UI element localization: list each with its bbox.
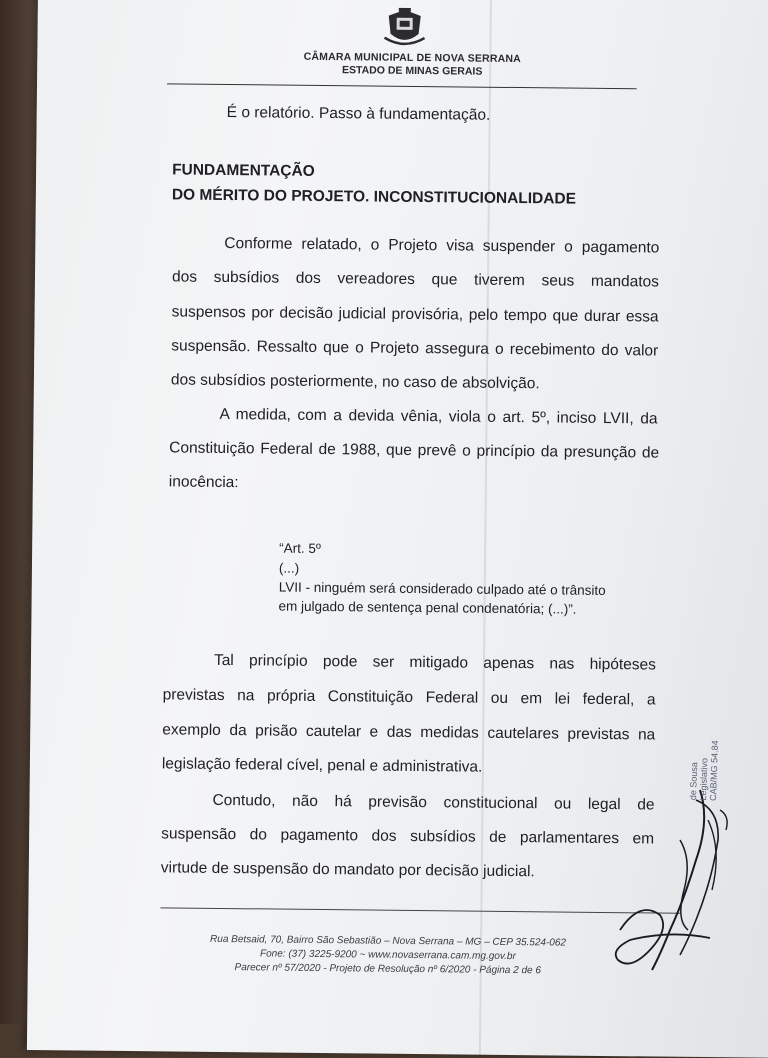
paragraph-line: suspensos por decisão judicial provisória, pelo tempo que durar essa	[171, 303, 659, 326]
paragraph-line: legislação federal cível, penal e administrativa.	[161, 755, 483, 776]
paragraph-line: inocência:	[168, 473, 239, 492]
paragraph-line: Tal princípio pode ser mitigado apenas nas hipóteses	[213, 651, 657, 674]
header-divider	[167, 83, 637, 89]
chamber-name: CÂMARA MUNICIPAL DE NOVA SERRANA	[303, 50, 522, 66]
paragraph-line: dos subsídios dos vereadores que tiverem seus mandatos	[171, 268, 660, 291]
stamp-line: de Sousa	[688, 761, 700, 801]
section-title: FUNDAMENTAÇÃO	[172, 161, 315, 180]
municipal-crest-icon	[382, 8, 426, 48]
stamp-line: CAB/MG 54.84	[707, 740, 721, 802]
footer-address: Rua Betsaid, 70, Bairro São Sebastião – Nova Serrana – MG – CEP 35.524-062	[210, 933, 567, 949]
paragraph-line: virtude de suspensão do mandato por decisão judicial.	[160, 859, 535, 881]
intro-sentence: É o relatório. Passo à fundamentação.	[226, 103, 491, 124]
quote-line: (...)	[278, 560, 300, 576]
paragraph-line: A medida, com a devida vênia, viola o art. 5º, inciso LVII, da	[219, 405, 658, 428]
paragraph-line: exemplo da prisão cautelar e das medidas cautelares previstas na	[162, 721, 656, 744]
official-stamp	[688, 730, 768, 806]
paper-fold	[479, 0, 492, 1055]
quote-line: LVII - ninguém será considerado culpado até o trânsito	[278, 579, 606, 598]
paragraph-line: Conforme relatado, o Projeto visa suspender o pagamento	[224, 234, 660, 257]
footer-reference: Parecer nº 57/2020 - Projeto de Resolução nº 6/2020 - Página 2 de 6	[234, 962, 542, 977]
footer-contact: Fone: (37) 3225-9200 ~ www.novaserrana.cam.mg.gov.br	[259, 948, 516, 963]
section-subtitle: DO MÉRITO DO PROJETO. INCONSTITUCIONALIDADE	[171, 186, 577, 208]
quote-line: em julgado de sentença penal condenatória; (...)”.	[278, 598, 577, 617]
paragraph-line: Constituição Federal de 1988, que prevê o princípio da presunção de	[169, 439, 660, 462]
stamp-line: Legislativo	[697, 757, 710, 801]
paragraph-line: previstas na própria Constituição Federal ou em lei federal, a	[162, 686, 656, 709]
quote-line: “Art. 5º	[279, 540, 321, 556]
paragraph-line: suspensão. Ressalto que o Projeto assegura o recebimento do valor	[171, 337, 659, 360]
paragraph-line: dos subsídios posteriormente, no caso de absolvição.	[170, 371, 540, 393]
handwritten-signature	[600, 780, 760, 980]
state-name: ESTADO DE MINAS GERAIS	[341, 64, 483, 78]
paragraph-line: suspensão do pagamento dos subsídios de parlamentares em	[161, 825, 655, 848]
paragraph-line: Contudo, não há previsão constitucional ou legal de	[212, 791, 655, 814]
